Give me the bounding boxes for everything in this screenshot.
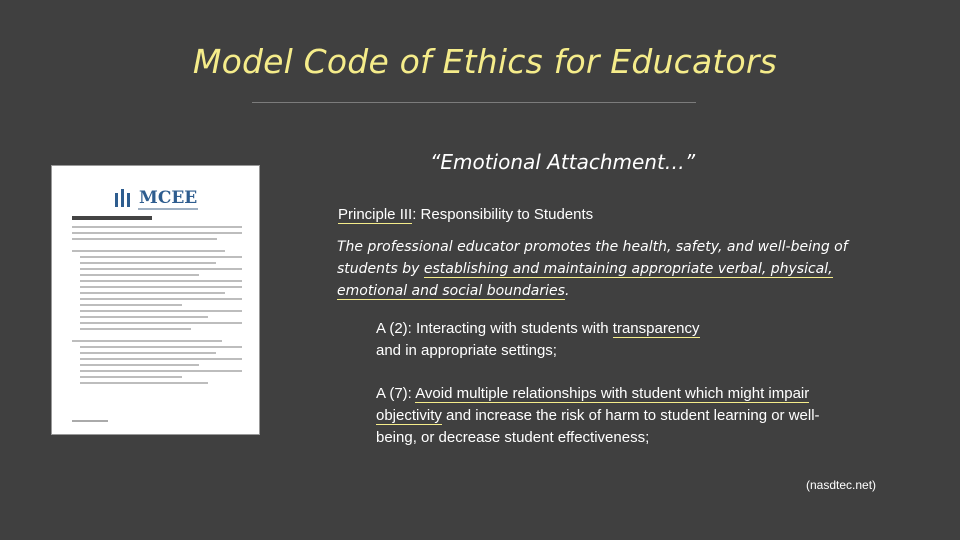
mcee-logo: [114, 188, 197, 208]
title-divider: [252, 102, 696, 103]
underlined-transparency: transparency: [612, 320, 700, 337]
item-a2: A (2): Interacting with students with transparency and in appropriate settings;: [376, 320, 700, 359]
principle-description: The professional educator promotes the health, safety, and well-being of students by establishing and maintaining appropriate verbal, physical, emotional and social boundaries.: [337, 239, 848, 299]
underlined-boundaries: establishing and maintaining appropriate verbal, physical, emotional and social boundaries: [337, 261, 833, 299]
thumbnail-text-lines: [72, 226, 242, 388]
document-thumbnail: [51, 165, 260, 435]
slide-subtitle: “Emotional Attachment…”: [430, 150, 696, 174]
principle-label: Principle III: [338, 206, 413, 223]
slide-title: Model Code of Ethics for Educators: [192, 42, 778, 81]
logo-text: MCEE: [139, 188, 198, 208]
principle-heading: [338, 204, 593, 226]
source-citation: (nasdtec.net): [806, 478, 877, 492]
principle-text: : Responsibility to Students: [412, 206, 594, 223]
underlined-multiple-relationships: Avoid multiple relationships with student which might impair objectivity: [376, 385, 810, 424]
pillars-icon: [114, 189, 136, 207]
item-a7: A (7): Avoid multiple relationships with student which might impair objectivity and increase the risk of harm to student learning or well-being, or decrease student effectiveness;: [376, 385, 820, 446]
thumbnail-heading: [72, 216, 152, 220]
